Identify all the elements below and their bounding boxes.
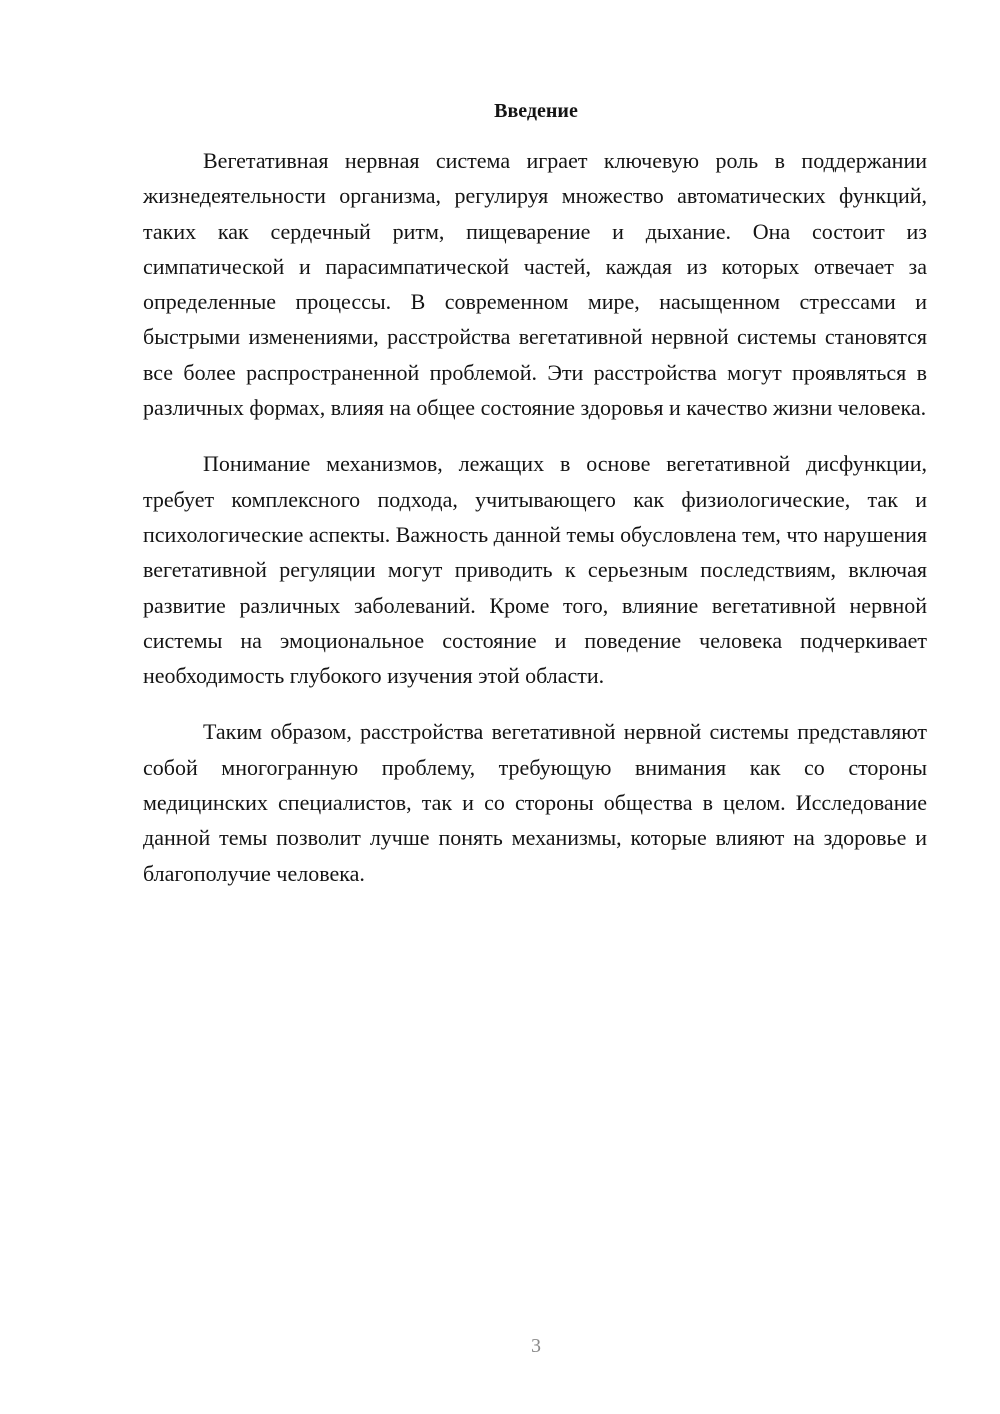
paragraph-3: Таким образом, расстройства вегетативной нервной системы представляют собой многогранную проблему, требующую внимания как со стороны медицинских специалистов, так и со стороны общества в целом. Исследование данной темы позволит лучше понять механизмы, которые влияют на здоровье и благополучие человека.: [143, 719, 927, 886]
page-number: 3: [531, 1335, 541, 1357]
paragraph-1: Вегетативная нервная система играет ключевую роль в поддержании жизнедеятельности организма, регулируя множество автоматических функций, таких как сердечный ритм, пищеварение и дыхание. Она состоит из симпатической и парасимпатической частей, каждая из которых отвечает за определенные процессы. В современном мире, насыщенном стрессами и быстрыми изменениями, расстройства вегетативной нервной системы становятся все более распространенной проблемой. Эти расстройства могут проявляться в различных формах, влияя на общее состояние здоровья и качество жизни человека.: [143, 148, 927, 421]
paragraph-2: Понимание механизмов, лежащих в основе вегетативной дисфункции, требует комплексного подхода, учитывающего как физиологические, так и психологические аспекты. Важность данной темы обусловлена тем, что нарушения вегетативной регуляции могут приводить к серьезным последствиям, включая развитие различных заболеваний. Кроме того, влияние вегетативной нервной системы на эмоциональное состояние и поведение человека подчеркивает необходимость глубокого изучения этой области.: [143, 451, 927, 689]
body-text: [143, 143, 927, 912]
section-title: Введение: [494, 100, 578, 122]
